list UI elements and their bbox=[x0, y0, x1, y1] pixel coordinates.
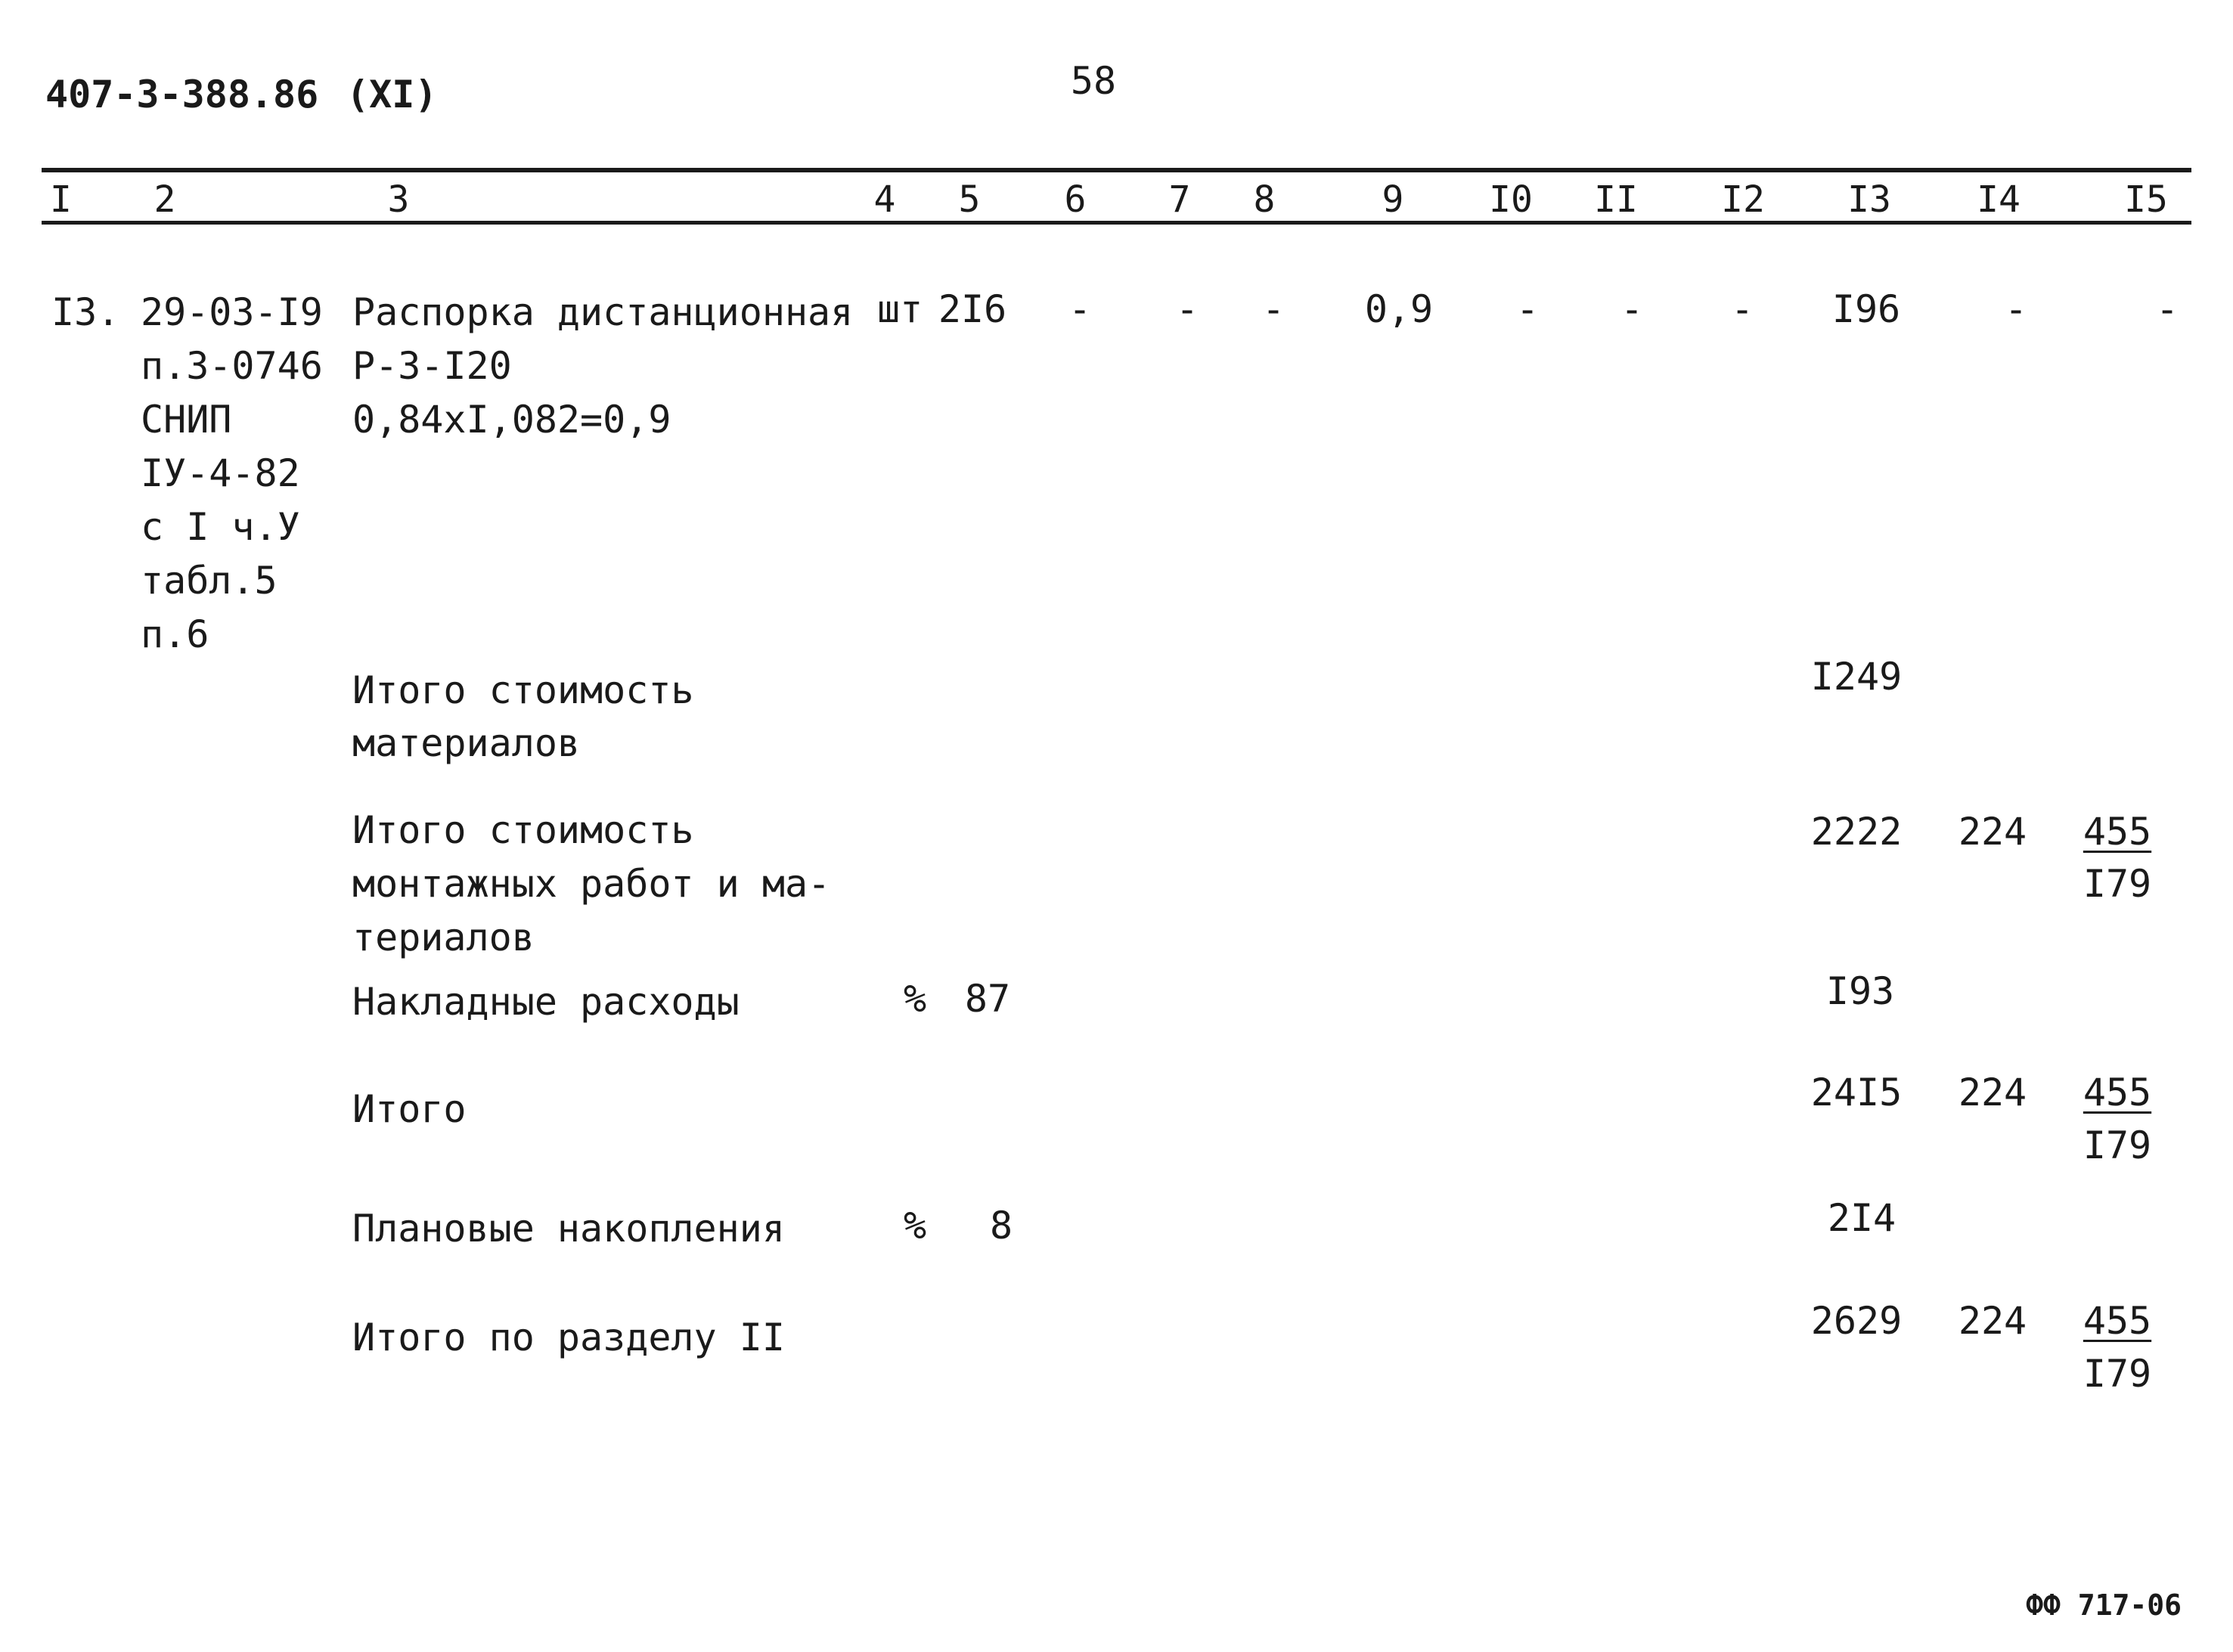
summary-col15-top: 455 bbox=[2083, 1299, 2152, 1343]
column-number: 5 bbox=[958, 178, 981, 221]
column-number: I0 bbox=[1489, 178, 1533, 221]
summary-col14: 224 bbox=[1958, 1299, 2027, 1343]
column-number: I bbox=[50, 178, 72, 221]
item-number: I3. bbox=[51, 290, 120, 334]
column-number: 9 bbox=[1382, 178, 1404, 221]
summary-col13: 2222 bbox=[1810, 810, 1903, 854]
item-col8: - bbox=[1261, 287, 1286, 331]
item-col11: - bbox=[1620, 287, 1644, 331]
reference-line: п.3-0746 bbox=[141, 344, 323, 388]
summary-col5: 8 bbox=[989, 1204, 1013, 1248]
item-unit: шт bbox=[877, 287, 923, 331]
summary-col13: 24I5 bbox=[1810, 1071, 1903, 1114]
summary-label-line: Итого bbox=[352, 1087, 467, 1131]
summary-col13: I249 bbox=[1810, 655, 1903, 699]
summary-col13: 2I4 bbox=[1827, 1196, 1896, 1240]
column-number: I5 bbox=[2124, 178, 2168, 221]
reference-line: с I ч.У bbox=[141, 505, 300, 549]
column-number: I2 bbox=[1721, 178, 1765, 221]
item-name-line: Р-3-I20 bbox=[352, 344, 512, 388]
table-top-rule bbox=[42, 168, 2191, 172]
summary-col15-top: 455 bbox=[2083, 1071, 2152, 1114]
summary-label-line: териалов bbox=[352, 916, 535, 959]
reference-line: п.6 bbox=[141, 612, 209, 656]
reference-line: 29-03-I9 bbox=[141, 290, 323, 334]
summary-col14: 224 bbox=[1958, 1071, 2027, 1114]
summary-col4: % bbox=[903, 977, 927, 1021]
summary-col14: 224 bbox=[1958, 810, 2027, 854]
summary-label-line: монтажных работ и ма- bbox=[352, 862, 831, 906]
summary-label-line: материалов bbox=[352, 721, 581, 765]
item-col13: I96 bbox=[1831, 287, 1901, 331]
column-number: 4 bbox=[873, 178, 896, 221]
item-col15: - bbox=[2155, 287, 2179, 331]
column-number: I3 bbox=[1847, 178, 1891, 221]
column-number: 3 bbox=[387, 178, 410, 221]
summary-label-line: Итого стоимость bbox=[352, 668, 694, 712]
summary-col5: 87 bbox=[964, 977, 1011, 1021]
item-col7: - bbox=[1175, 287, 1199, 331]
summary-col13: I93 bbox=[1825, 969, 1895, 1013]
reference-line: табл.5 bbox=[141, 559, 278, 603]
item-name-line: Распорка дистанционная bbox=[352, 290, 854, 334]
sheet-index: (XI) bbox=[346, 73, 438, 116]
summary-label-line: Итого по разделу II bbox=[352, 1316, 785, 1359]
summary-label-line: Накладные расходы bbox=[352, 980, 740, 1024]
summary-col15-bottom: I79 bbox=[2083, 1352, 2152, 1396]
item-col5: 2I6 bbox=[938, 287, 1007, 331]
summary-col13: 2629 bbox=[1810, 1299, 1903, 1343]
table-header-rule bbox=[42, 221, 2191, 225]
item-name-line: 0,84хI,082=0,9 bbox=[352, 398, 671, 442]
summary-col15-bottom: I79 bbox=[2083, 862, 2152, 906]
column-number: 2 bbox=[154, 178, 176, 221]
summary-label-line: Итого стоимость bbox=[352, 808, 694, 852]
page-number: 58 bbox=[1070, 59, 1117, 103]
column-number: II bbox=[1594, 178, 1638, 221]
reference-line: СНИП bbox=[141, 398, 232, 442]
form-code: ФФ 717-06 bbox=[2026, 1588, 2182, 1622]
column-number: 8 bbox=[1253, 178, 1276, 221]
column-number: 6 bbox=[1064, 178, 1087, 221]
reference-line: IУ-4-82 bbox=[141, 451, 300, 495]
summary-col4: % bbox=[903, 1204, 927, 1248]
column-number: I4 bbox=[1977, 178, 2021, 221]
summary-label-line: Плановые накопления bbox=[352, 1207, 785, 1251]
summary-col15-top: 455 bbox=[2083, 810, 2152, 854]
item-col12: - bbox=[1730, 287, 1754, 331]
item-col9: 0,9 bbox=[1364, 287, 1434, 331]
document-code: 407-3-388.86 bbox=[45, 73, 319, 116]
item-col14: - bbox=[2004, 287, 2028, 331]
item-col10: - bbox=[1515, 287, 1540, 331]
column-number: 7 bbox=[1168, 178, 1191, 221]
item-col6: - bbox=[1068, 287, 1092, 331]
summary-col15-bottom: I79 bbox=[2083, 1124, 2152, 1167]
